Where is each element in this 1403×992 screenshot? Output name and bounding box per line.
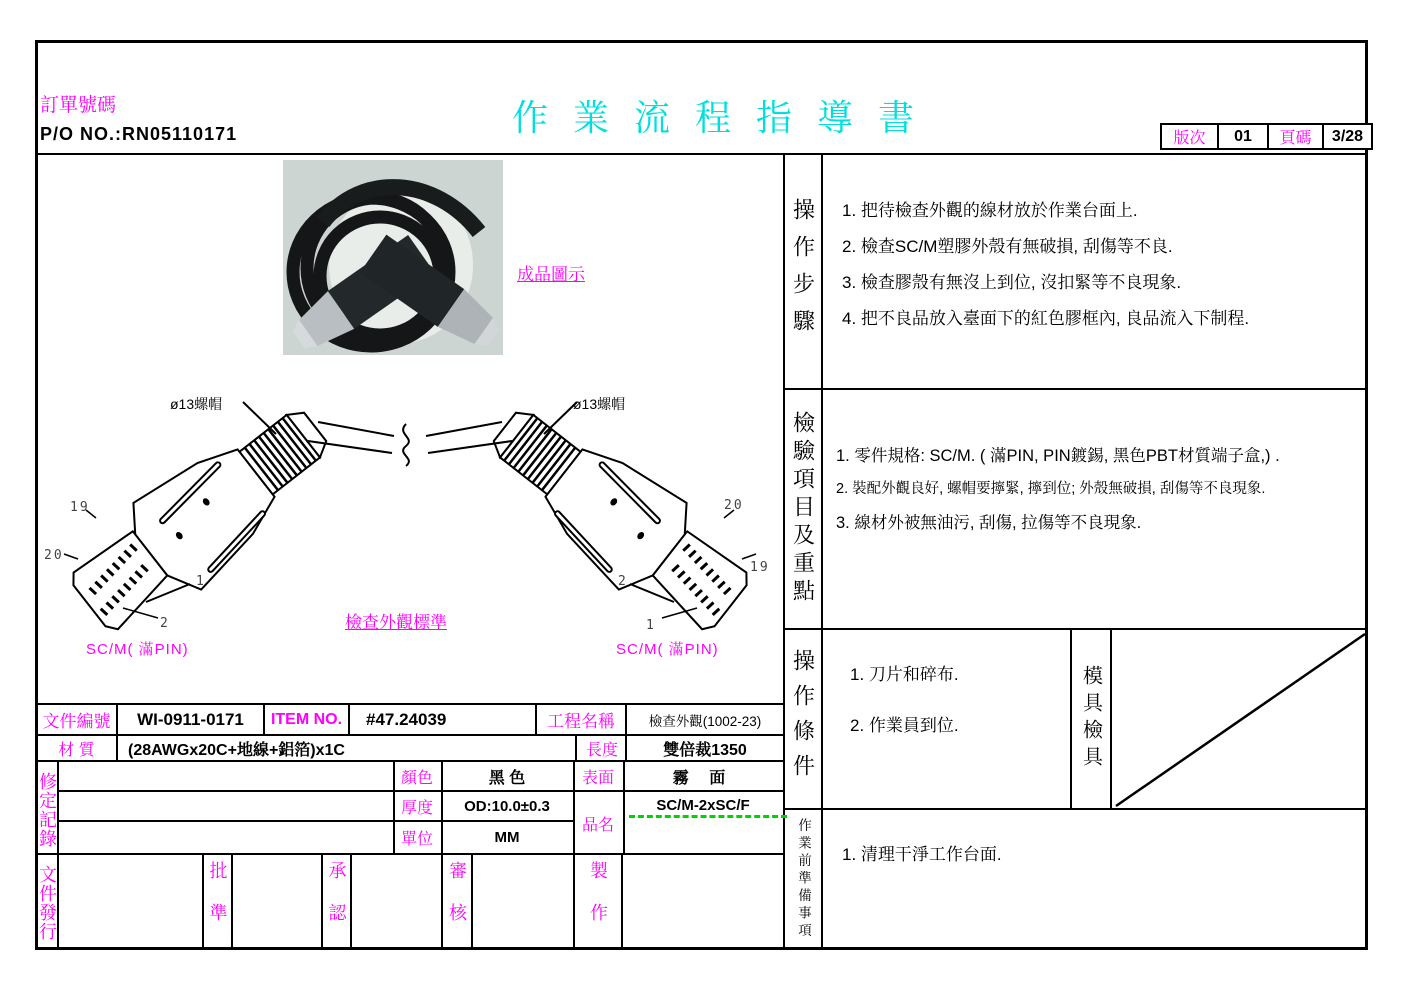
right-nut-diameter-label: ø13螺帽 (573, 396, 626, 412)
operation-steps-list (842, 196, 1362, 329)
order-number-label: 訂單號碼 (40, 95, 117, 116)
page-title: 作業流程指導書 (512, 97, 940, 138)
product-name-label: 品名 (581, 817, 614, 834)
grid-line (783, 388, 1368, 390)
version-label: 版次 (1173, 130, 1206, 147)
step-item: 2. 檢查SC/M塑膠外殼有無破損, 刮傷等不良. (842, 237, 1173, 256)
step-item: 4. 把不良品放入臺面下的紅色膠框內, 良品流入下制程. (842, 309, 1250, 328)
grid-line (35, 853, 785, 855)
grid-line (35, 153, 1368, 155)
step-item: 3. 檢查膠殼有無沒上到位, 沒扣緊等不良現象. (842, 273, 1182, 292)
doc-no-value: WI-0911-0171 (137, 709, 244, 729)
section-header-conditions: 操作條件 (790, 649, 816, 789)
product-name-value: SC/M-2xSC/F (656, 796, 750, 814)
color-label: 顏色 (400, 769, 433, 787)
preparation-item: 1. 清理干淨工作台面. (842, 845, 1002, 864)
thickness-label: 厚度 (400, 799, 433, 817)
left-nut-diameter-label: ø13螺帽 (170, 396, 223, 412)
inspection-item: 1. 零件規格: SC/M. ( 滿PIN, PIN鍍錫, 黑色PBT材質端子盒,) . (836, 447, 1280, 465)
item-no-value: #47.24039 (366, 709, 447, 729)
doc-no-label: 文件編號 (42, 712, 111, 731)
section-header-steps: 操作步驟 (790, 197, 816, 346)
inspection-item: 3. 線材外被無油污, 刮傷, 拉傷等不良現象. (836, 514, 1142, 532)
surface-label: 表面 (581, 769, 614, 787)
inspection-items-list (836, 442, 1370, 533)
product-photo (283, 160, 503, 355)
project-name-label: 工程名稱 (547, 712, 615, 731)
make-cell (573, 857, 623, 948)
item-no-label: ITEM NO. (270, 710, 343, 728)
review-cell (441, 857, 473, 948)
grid-line (821, 155, 823, 950)
tool-check-label-cell (1072, 630, 1110, 808)
connector-diagram-svg (38, 388, 782, 678)
inspection-item: 2. 裝配外觀良好, 螺帽要擰緊, 擰到位; 外殼無破損, 刮傷等不良現象. (836, 481, 1266, 497)
section-header-inspection: 檢驗項目及重點 (790, 411, 816, 607)
condition-item: 2. 作業員到位. (850, 716, 959, 735)
unit-label: 單位 (400, 830, 433, 848)
project-name-value: 檢查外觀(1002-23) (648, 713, 762, 729)
approve-label: 批準 (207, 860, 228, 945)
review-label: 審核 (447, 860, 467, 945)
step-item: 1. 把待檢查外觀的線材放於作業台面上. (842, 201, 1138, 220)
document-issue-cell (35, 857, 59, 949)
version-value: 01 (1217, 125, 1267, 148)
confirm-cell (321, 857, 352, 948)
left-pin-2: 2 (160, 616, 170, 631)
right-pin-1: 1 (646, 618, 656, 633)
revision-record-cell (35, 762, 59, 858)
photo-caption: 成品圖示 (517, 265, 585, 284)
surface-value: 霧 面 (672, 769, 734, 787)
right-pin-19: 19 (750, 560, 770, 575)
length-value: 雙倍裁1350 (663, 741, 747, 759)
length-label: 長度 (585, 741, 618, 759)
material-label: 材 質 (58, 741, 95, 759)
preparation-list (842, 840, 1342, 865)
confirm-label: 承認 (326, 860, 347, 945)
color-value: 黑 色 (488, 769, 526, 787)
page-number-value: 3/28 (1322, 125, 1371, 148)
version-table (1160, 123, 1373, 150)
unit-value: MM (494, 828, 520, 846)
right-pin-20: 20 (724, 498, 744, 513)
document-issue-label: 文件發行 (37, 865, 57, 941)
po-number: P/O NO.:RN05110171 (40, 124, 238, 144)
approve-cell (202, 857, 233, 948)
right-pin-2: 2 (618, 574, 628, 589)
make-label: 製作 (588, 860, 608, 945)
right-connector-name: SC/M( 滿PIN) (616, 641, 719, 658)
diagonal-line-svg (1112, 630, 1368, 810)
left-pin-19: 19 (70, 500, 90, 515)
product-name-underline (629, 815, 787, 818)
revision-record-label: 修定記錄 (37, 772, 57, 848)
left-pin-20: 20 (44, 548, 64, 563)
material-value: (28AWGx20C+地線+鋁箔)x1C (128, 741, 345, 759)
operation-conditions-list (850, 660, 1060, 736)
thickness-value: OD:10.0±0.3 (464, 797, 550, 815)
left-pin-1: 1 (196, 574, 206, 589)
diagram-caption: 檢查外觀標準 (345, 613, 447, 632)
tool-check-label: 模具檢具 (1079, 665, 1102, 773)
condition-item: 1. 刀片和碎布. (850, 665, 959, 684)
page-number-label: 頁碼 (1267, 125, 1322, 148)
section-header-preparation: 作業前準備事項 (796, 817, 811, 941)
left-connector-name: SC/M( 滿PIN) (86, 641, 189, 658)
